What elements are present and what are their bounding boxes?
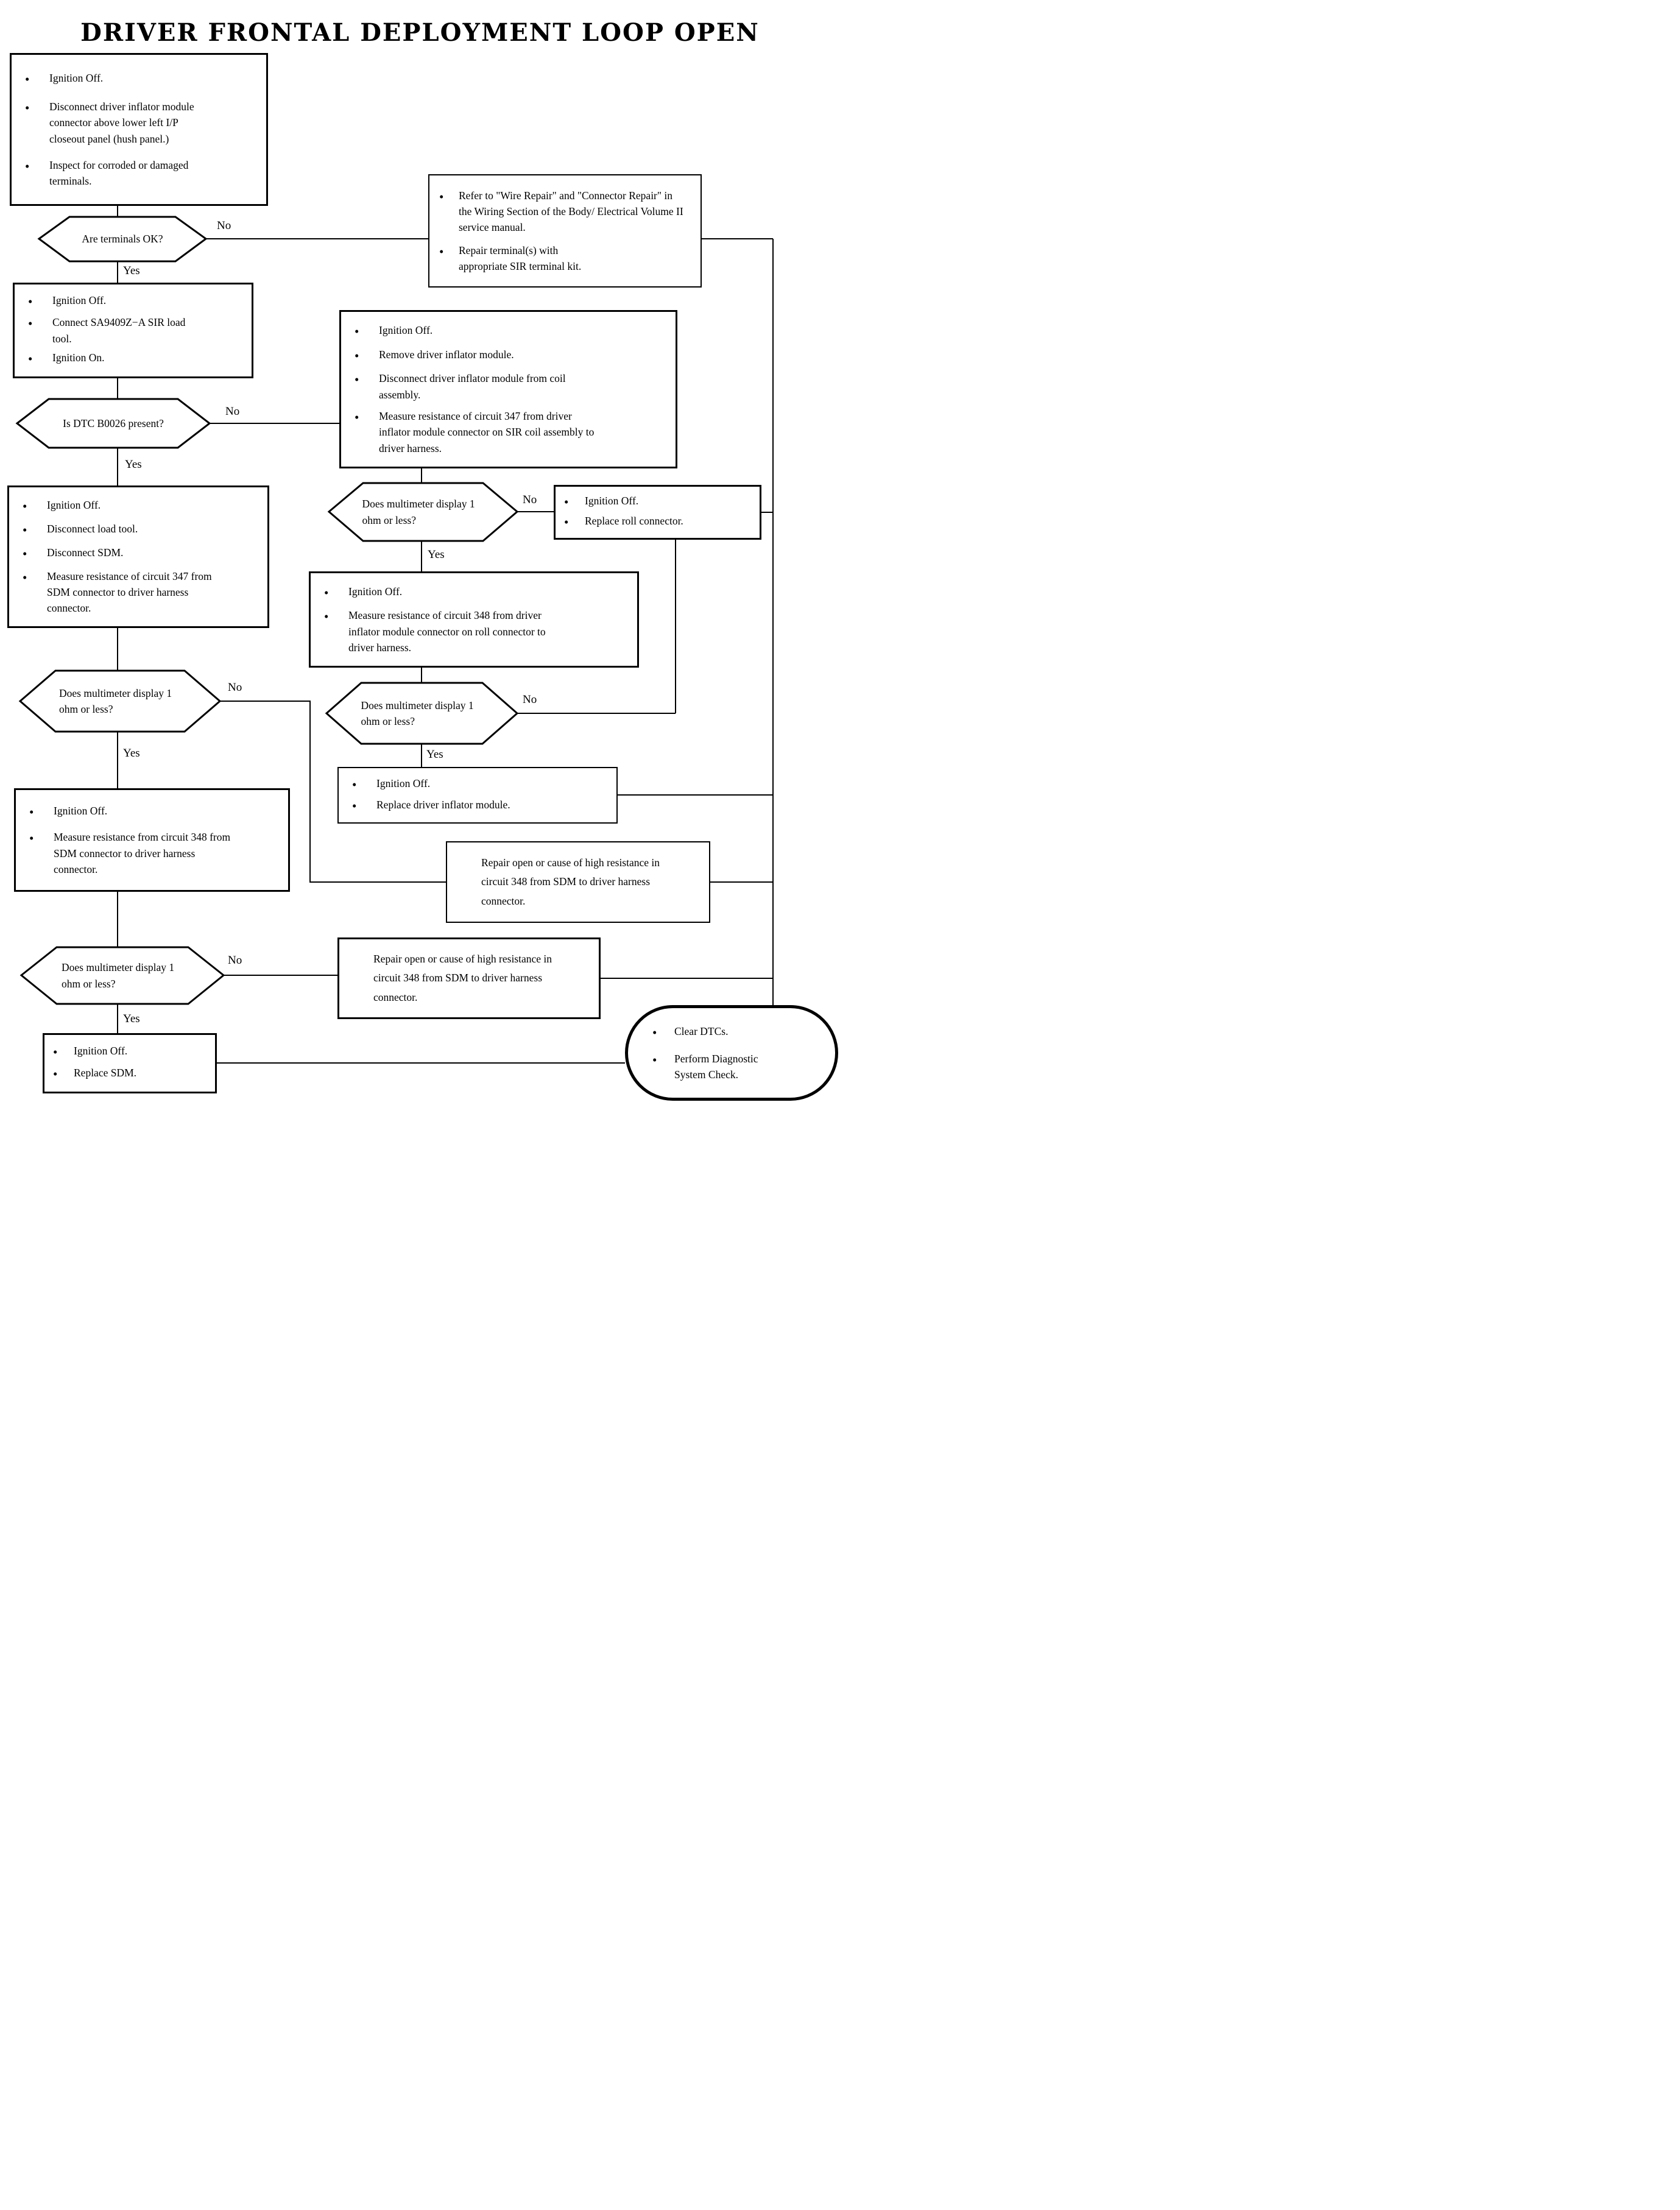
edge-label-no-mm-sdm347: No [228,681,242,694]
bullet-item [439,242,696,275]
bullet-text: Ignition Off. [49,71,104,84]
bullet-text: Ignition Off. [47,499,101,512]
bullet-dot: • [564,495,569,510]
bullet-item [652,1023,827,1042]
bullet-text: Repair terminal(s) with appropriate SIR terminal kit. [459,244,582,273]
edge-label-yes-mm-sdm348: Yes [123,1012,140,1025]
bullet-item [23,568,263,616]
bullet-text: Ignition Off. [585,495,639,507]
bullet-dot: • [25,101,30,116]
bullet-text: Disconnect SDM. [47,546,124,559]
decision-text: Does multimeter display 1 ohm or less? [62,961,175,990]
replace-inflator-bullets [339,768,616,822]
bullet-text: Ignition Off. [376,777,431,790]
edge-label-no-mm-sdm348: No [228,954,242,967]
edge-label-yes-mm-coil: Yes [428,548,445,561]
bullet-dot: • [324,585,329,600]
bullet-text: Ignition Off. [54,804,108,817]
bullet-item [25,70,261,88]
bullet-item [355,347,671,365]
bullet-dot: • [28,316,33,331]
repair-348-b-text-wrap [339,939,599,1017]
bullet-item [352,797,612,815]
edge-label-yes-mm-roll348: Yes [426,748,443,761]
bullet-dot: • [355,348,359,363]
edge-label-yes-dtc: Yes [125,458,142,471]
bullet-text: Clear DTCs. [674,1025,729,1037]
node-replace-roll [554,485,761,540]
bullet-item [23,545,263,563]
bullet-item [25,99,261,147]
bullet-item [652,1051,827,1083]
bullet-text: Replace roll connector. [585,515,683,528]
decision-text: Does multimeter display 1 ohm or less? [59,687,172,715]
decision-mm-roll348 [326,683,517,744]
bullet-dot: • [439,189,444,204]
edge-label-no-dtc: No [225,405,240,418]
bullet-dot: • [29,831,34,846]
node-disconnect-sdm [7,485,269,628]
node-repair-348-a [446,841,710,923]
bullet-dot: • [652,1052,657,1067]
node-measure-348-sdm [14,788,290,892]
node-repair-348-b [337,937,601,1019]
bullet-dot: • [352,777,357,793]
edge-label-yes-terminals: Yes [123,264,140,277]
bullet-dot: • [28,351,33,367]
node-text: Repair open or cause of high resistance in circuit 348 from SDM to driver harness connector. [373,952,552,1003]
decision-text: Is DTC B0026 present? [63,417,164,429]
bullet-text: Perform Diagnostic System Check. [674,1052,758,1081]
edge-label-no-mm-roll348: No [523,693,537,706]
replace-sdm-bullets [44,1035,215,1092]
bullet-dot: • [29,804,34,819]
bullet-text: Inspect for corroded or damaged terminals. [49,158,189,187]
bullet-item [53,1043,210,1061]
node-measure-348-roll [309,571,639,668]
bullet-item [355,322,671,341]
bullet-item [29,829,283,877]
bullet-dot: • [355,410,359,425]
bullet-item [23,521,263,539]
bullet-dot: • [25,158,30,174]
bullet-text: Ignition On. [52,351,105,364]
bullet-item [355,370,671,403]
start-bullets [12,55,266,204]
bullet-text: Disconnect driver inflator module connector above lower left I/P closeout panel (hush panel.) [49,101,194,145]
bullet-text: Ignition Off. [74,1045,128,1057]
bullet-item [29,803,283,821]
bullet-item [28,292,247,311]
bullet-text: Refer to "Wire Repair" and "Connector Repair" in the Wiring Section of the Body/ Electrical Volume II service manual. [459,189,683,234]
bullet-text: Disconnect driver inflator module from coil assembly. [379,372,566,401]
repair-348-a-text-wrap [447,842,709,922]
bullet-text: Remove driver inflator module. [379,348,514,361]
bullet-text: Measure resistance of circuit 347 from driver inflator module connector on SIR coil assembly to driver harness. [379,410,595,454]
node-connect-load-tool [13,283,253,378]
bullet-text: Connect SA9409Z−A SIR load tool. [52,316,186,345]
flowchart-page [0,0,840,1105]
bullet-text: Ignition Off. [379,324,433,337]
bullet-text: Measure resistance of circuit 348 from driver inflator module connector on roll connector to driver harness. [348,609,546,654]
bullet-item [324,607,632,655]
bullet-dot: • [355,372,359,387]
node-clear-dtcs [625,1005,838,1101]
clear-dtcs-bullets [628,1008,835,1098]
bullet-item [352,775,612,794]
bullet-text: Replace SDM. [74,1067,137,1079]
bullet-dot: • [352,798,357,813]
bullet-item [23,497,263,515]
node-replace-sdm [43,1033,217,1093]
bullet-dot: • [28,294,33,309]
disconnect-sdm-bullets [9,487,267,626]
bullet-dot: • [23,499,27,514]
bullet-item [564,493,755,511]
decision-mm-coil [329,483,517,541]
edge-label-no-mm-coil: No [523,493,537,506]
edge-label-no-terminals: No [217,219,231,232]
decision-text: Are terminals OK? [82,233,163,245]
node-wire-repair [428,174,702,288]
bullet-dot: • [439,244,444,259]
edge-label-yes-mm-sdm347: Yes [123,747,140,760]
bullet-item [564,513,755,531]
bullet-item [28,350,247,368]
bullet-item [324,584,632,602]
bullet-dot: • [23,523,27,538]
bullet-text: Measure resistance from circuit 348 from SDM connector to driver harness connector. [54,831,231,875]
bullet-dot: • [355,324,359,339]
decision-are-terminals-ok [39,217,206,261]
measure-347-coil-bullets [341,312,676,467]
decision-text: Does multimeter display 1 ohm or less? [361,699,474,727]
bullet-item [25,157,261,189]
bullet-item [355,408,671,456]
node-start [10,53,268,206]
bullet-dot: • [53,1067,58,1082]
bullet-dot: • [53,1045,58,1060]
node-text: Repair open or cause of high resistance in circuit 348 from SDM to driver harness connector. [481,856,660,907]
bullet-dot: • [23,570,27,585]
bullet-dot: • [324,609,329,624]
decision-mm-sdm347 [20,671,220,732]
bullet-text: Ignition Off. [348,585,403,598]
bullet-item [439,188,696,236]
page-title: DRIVER FRONTAL DEPLOYMENT LOOP OPEN [80,18,760,47]
bullet-text: Disconnect load tool. [47,523,138,535]
bullet-text: Measure resistance of circuit 347 from SDM connector to driver harness connector. [47,570,212,615]
wire-repair-bullets [429,175,701,286]
decision-dtc-b0026 [17,399,210,448]
measure-348-sdm-bullets [16,790,288,890]
bullet-dot: • [652,1025,657,1040]
replace-roll-bullets [556,487,760,538]
bullet-dot: • [23,546,27,561]
bullet-item [53,1065,210,1083]
measure-348-roll-bullets [311,573,637,666]
node-measure-347-coil [339,310,677,468]
bullet-dot: • [25,71,30,86]
bullet-text: Ignition Off. [52,294,107,307]
node-replace-inflator [337,767,618,824]
bullet-item [28,314,247,347]
bullet-text: Replace driver inflator module. [376,798,510,811]
decision-mm-sdm348 [21,947,224,1004]
bullet-dot: • [564,515,569,530]
decision-text: Does multimeter display 1 ohm or less? [362,498,475,526]
load-tool-bullets [15,284,252,376]
